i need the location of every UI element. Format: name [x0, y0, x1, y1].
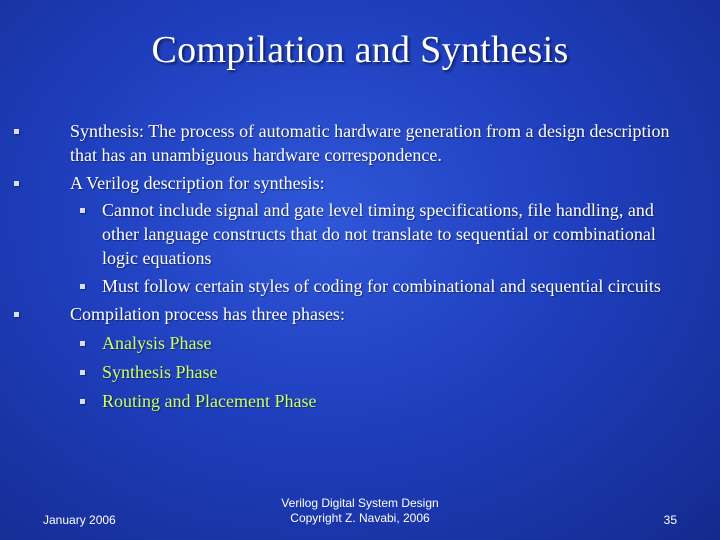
sub-bullet-item — [102, 274, 690, 298]
footer-course-title: Verilog Digital System Design — [281, 496, 439, 510]
footer-date: January 2006 — [43, 513, 116, 527]
sub-bullet-item — [102, 198, 690, 270]
sub-bullet-item — [102, 360, 690, 384]
square-bullet-icon — [14, 129, 19, 134]
page-number: 35 — [663, 513, 677, 527]
bullet-item — [70, 302, 690, 326]
phase-synthesis: Synthesis Phase — [102, 362, 218, 382]
square-bullet-icon — [80, 208, 85, 213]
slide-body — [70, 119, 690, 413]
square-bullet-icon — [14, 312, 19, 317]
square-bullet-icon — [14, 181, 19, 186]
footer-copyright: Copyright Z. Navabi, 2006 — [290, 511, 430, 525]
bullet-text: Compilation process has three phases: — [70, 304, 345, 324]
phase-routing-placement: Routing and Placement Phase — [102, 391, 317, 411]
bullet-text: A Verilog description for synthesis: — [70, 173, 325, 193]
footer-center — [250, 496, 470, 526]
square-bullet-icon — [80, 341, 85, 346]
sub-bullet-item — [102, 389, 690, 413]
square-bullet-icon — [80, 399, 85, 404]
sub-bullet-text: Must follow certain styles of coding for combinational and sequential circuits — [102, 276, 661, 296]
bullet-item — [70, 119, 690, 167]
sub-bullet-item — [102, 331, 690, 355]
slide-title: Compilation and Synthesis — [151, 29, 569, 71]
bullet-text: Synthesis: The process of automatic hardware generation from a design description that has an unambiguous hardware correspondence. — [70, 121, 670, 165]
square-bullet-icon — [80, 370, 85, 375]
sub-bullet-text: Cannot include signal and gate level timing specifications, file handling, and other language constructs that do not translate to sequential or combinational logic equations — [102, 200, 656, 268]
phase-analysis: Analysis Phase — [102, 333, 212, 353]
square-bullet-icon — [80, 284, 85, 289]
bullet-item — [70, 171, 690, 195]
